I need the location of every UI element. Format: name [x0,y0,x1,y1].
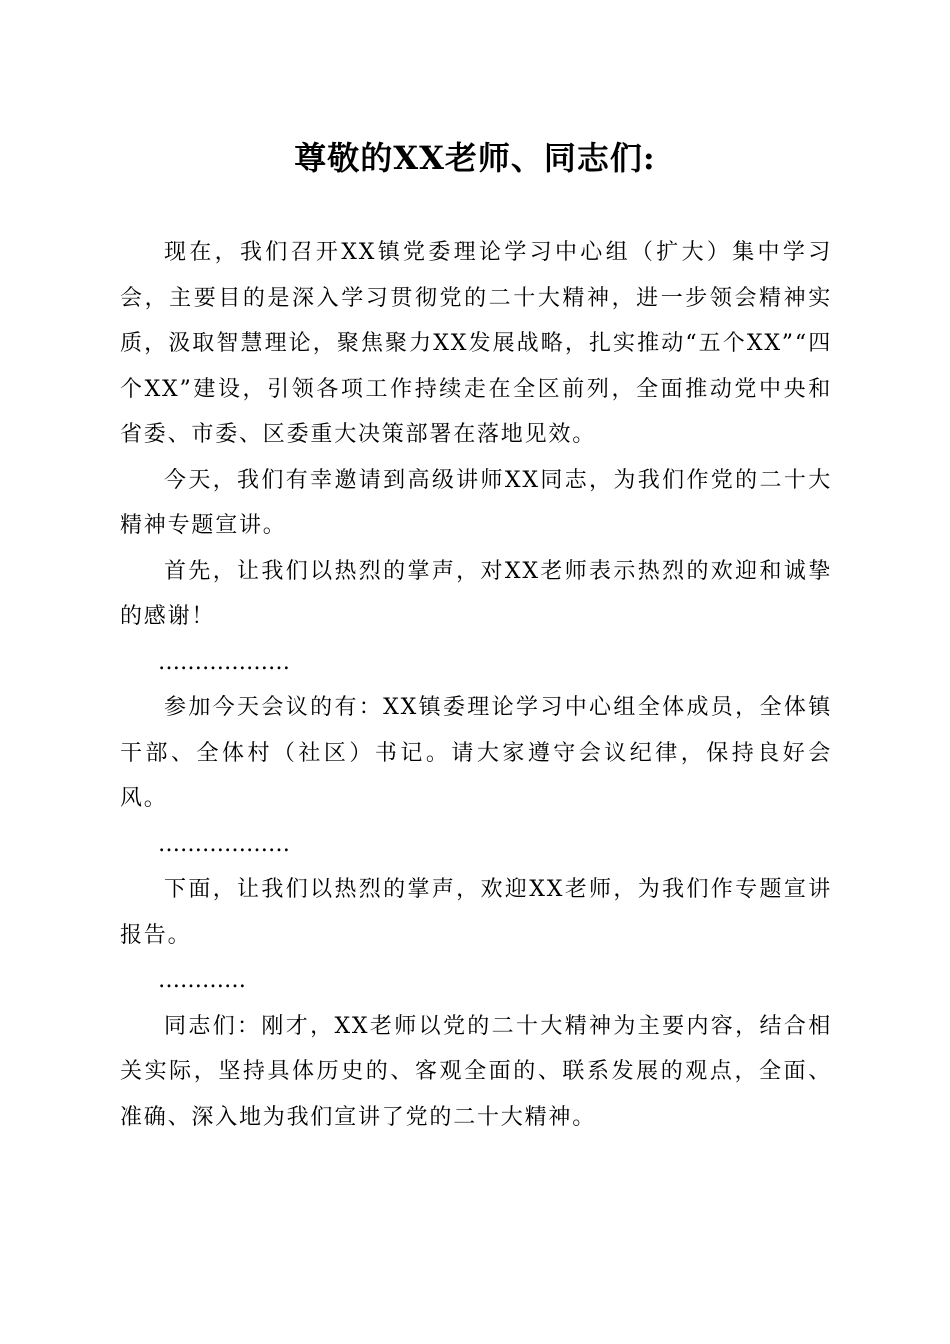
document-title: 尊敬的XX老师、同志们: [294,139,656,177]
ellipsis-separator: ……………… [158,831,290,857]
paragraph-attendees: 参加今天会议的有：XX镇委理论学习中心组全体成员，全体镇干部、全体村（社区）书记。请大家遵守会议纪律，保持良好会风。 [120,695,832,811]
paragraph-invite-report: 下面，让我们以热烈的掌声，欢迎XX老师，为我们作专题宣讲报告。 [120,877,832,948]
paragraph-welcome: 首先，让我们以热烈的掌声，对XX老师表示热烈的欢迎和诚挚的感谢！ [120,558,832,629]
paragraph-opening: 现在，我们召开XX镇党委理论学习中心组（扩大）集中学习会，主要目的是深入学习贯彻党的二十大精神，进一步领会精神实质，汲取智慧理论，聚焦聚力XX发展战略，扎实推动“五个XX”“四个XX”建设，引领各项工作持续走在全区前列，全面推动党中央和省委、市委、区委重大决策部署在落地见效。 [120,240,832,447]
ellipsis-separator: ………… [158,968,246,993]
paragraph-speaker-intro: 今天，我们有幸邀请到高级讲师XX同志，为我们作党的二十大精神专题宣讲。 [120,467,832,538]
paragraph-summary: 同志们：刚才，XX老师以党的二十大精神为主要内容，结合相关实际，坚持具体历史的、客观全面的、联系发展的观点，全面、准确、深入地为我们宣讲了党的二十大精神。 [120,1013,832,1130]
ellipsis-separator: ……………… [158,649,290,675]
document-body [120,230,832,1140]
